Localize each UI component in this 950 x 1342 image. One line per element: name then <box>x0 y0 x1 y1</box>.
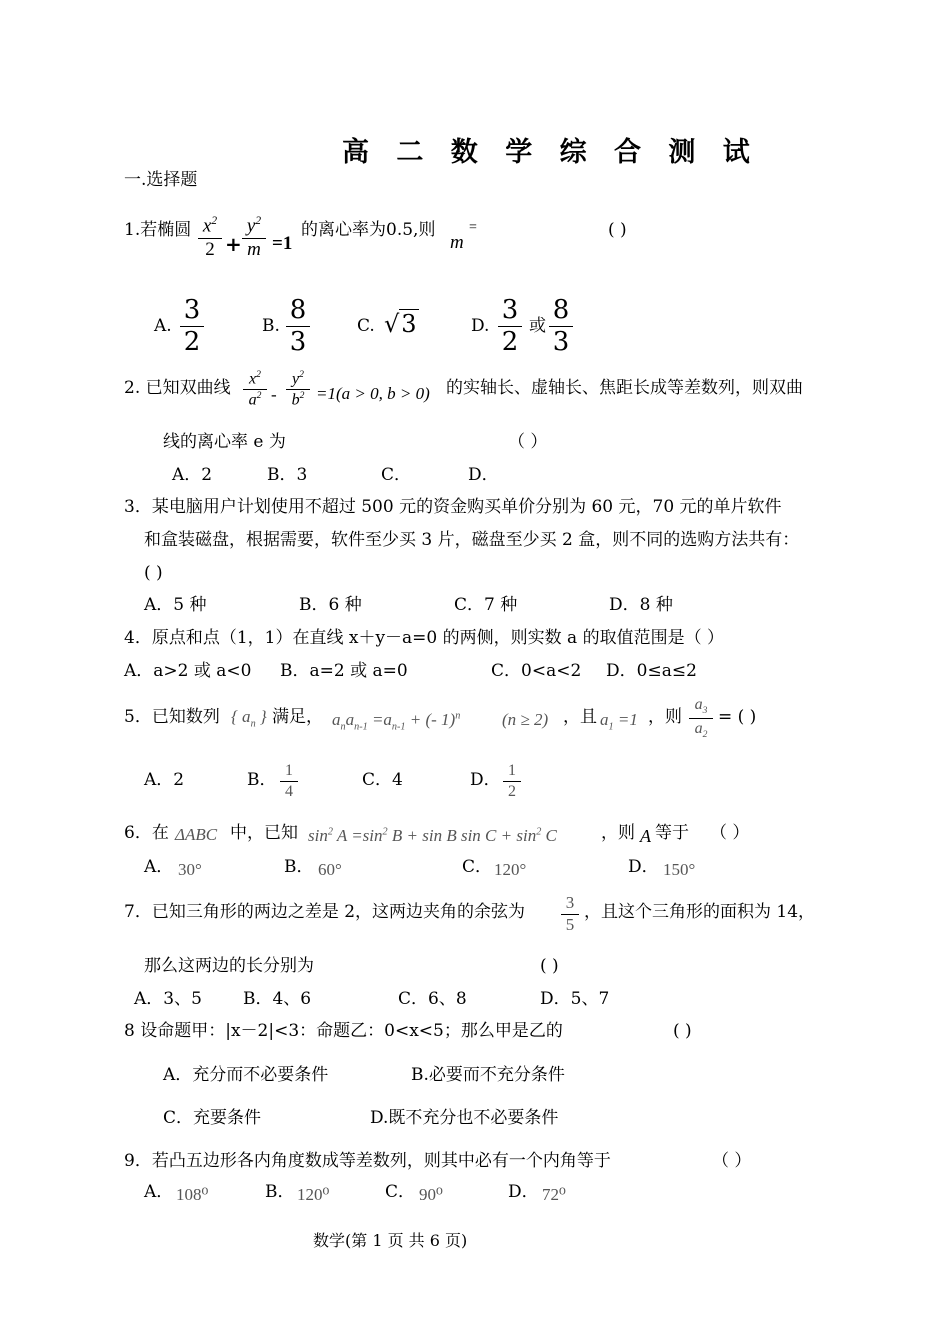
q6-mid: 中，已知 <box>230 823 298 843</box>
q9-opt-d: D． <box>508 1182 539 1202</box>
q6-opt-b: B． <box>284 857 314 877</box>
q8-opt-b: B.必要而不充分条件 <box>411 1065 565 1085</box>
q9-opt-b: B． <box>265 1182 295 1202</box>
q5-ratio: $a_3$ $a_2$ <box>689 696 713 740</box>
q4-opt-a: A．a>2 或 a<0 <box>124 661 252 681</box>
q7-opt-a: A．3、5 <box>134 989 202 1009</box>
q1-eq: = <box>469 220 477 235</box>
q5-opt-d: D． <box>470 770 501 790</box>
q4-line1: 4．原点和点（1，1）在直线 x＋y－a=0 的两侧，则实数 a 的取值范围是（ ） <box>124 628 724 648</box>
q6-after: ，则 <box>601 823 635 843</box>
q7-line2: 那么这两边的长分别为 <box>144 956 314 976</box>
q6-after2: 等于 <box>655 823 689 843</box>
q5-stem: 5．已知数列 <box>124 707 220 727</box>
q6-opt-a-value: 30° <box>178 860 202 879</box>
q3-opt-a: A．5 种 <box>144 595 207 615</box>
q1-a-frac: 3 2 <box>180 296 204 356</box>
q1-frac-x: $x^2$ 2 <box>198 215 222 261</box>
q5-opt-a: A．2 <box>144 770 185 790</box>
q1-opt-c: C. <box>357 316 375 336</box>
q1-plus: + <box>225 232 242 256</box>
q5-b-frac: 1 4 <box>280 762 298 800</box>
q2-after: 的实轴长、虚轴长、焦距长成等差数列，则双曲 <box>446 378 803 398</box>
q3-opt-b: B．6 种 <box>299 595 362 615</box>
q9-opt-c: C． <box>385 1182 416 1202</box>
q1-paren: ( ) <box>608 220 627 240</box>
q7-cos-frac: 3 5 <box>561 894 579 934</box>
q1-equals-one: =1 <box>272 233 293 254</box>
q5-mid: 满足， <box>272 707 323 727</box>
q5-opt-b: B． <box>247 770 277 790</box>
q6-abc: ΔABC <box>175 825 218 844</box>
q5-paren: = ( ) <box>718 707 757 727</box>
q5-cond: (n ≥ 2) <box>502 710 549 729</box>
q1-after: 的离心率为0.5,则 <box>301 220 436 240</box>
q2-opt-d: D． <box>468 465 499 485</box>
q7-line1b: ，且这个三角形的面积为 14， <box>584 902 816 922</box>
q1-b-frac: 8 3 <box>286 296 310 356</box>
q5-a1: $a_1 =1$ <box>600 710 638 733</box>
q8-paren: ( ) <box>673 1021 692 1041</box>
q2-cond: =1(a > 0, b > 0) <box>316 384 430 403</box>
q3-paren: ( ) <box>144 563 163 583</box>
page-footer: 数学(第 1 页 共 6 页) <box>313 1231 468 1250</box>
q7-paren: ( ) <box>540 956 559 976</box>
q7-opt-d: D．5、7 <box>540 989 610 1009</box>
q1-d-frac1: 3 2 <box>498 296 522 356</box>
q6-opt-d: D． <box>628 857 659 877</box>
q9-opt-c-value: 90⁰ <box>419 1185 443 1204</box>
q9-opt-a-value: 108⁰ <box>176 1185 209 1204</box>
q2-opt-b: B．3 <box>267 465 308 485</box>
q2-opt-c: C． <box>381 465 412 485</box>
q2-frac-y: $y^2$ $b^2$ <box>286 370 310 409</box>
q9-opt-a: A． <box>144 1182 174 1202</box>
q1-stem: 1.若椭圆 <box>124 220 192 240</box>
q1-frac-y: $y^2$ m <box>242 215 266 261</box>
q3-line1: 3．某电脑用户计划使用不超过 500 元的资金购买单价分别为 60 元，70 元的单片软件 <box>124 497 782 517</box>
q3-opt-d: D．8 种 <box>609 595 673 615</box>
q6-paren: （ ） <box>710 823 750 843</box>
q6-opt-c-value: 120° <box>494 860 527 879</box>
q5-d-frac: 1 2 <box>503 762 521 800</box>
q6-equation: $\sin^2 A =\sin^2$ B + sin B $\sin C + \sin^2 C$ <box>308 826 557 845</box>
q6-var: A <box>640 826 651 846</box>
q4-opt-b: B．a=2 或 a=0 <box>280 661 408 681</box>
q7-opt-b: B．4、6 <box>243 989 312 1009</box>
q6-opt-a: A． <box>144 857 174 877</box>
q6-opt-d-value: 150° <box>663 860 696 879</box>
q2-minus: - <box>271 385 277 404</box>
q8-line1: 8 设命题甲：|x－2|<3：命题乙：0<x<5；那么甲是乙的 <box>124 1021 563 1041</box>
q1-d-frac2: 8 3 <box>549 296 573 356</box>
q2-frac-x: $x^2$ $a^2$ <box>243 370 267 409</box>
q1-c-sqrt: √3 <box>384 310 417 338</box>
q6-opt-b-value: 60° <box>318 860 342 879</box>
q3-opt-c: C．7 种 <box>454 595 518 615</box>
q1-opt-a: A. <box>154 316 172 336</box>
q2-line2: 线的离心率 e 为 <box>163 432 286 452</box>
q5-recurrence: $a_na_{n-1} =a_{n-1}$ + (- 1)$^n$ <box>332 710 461 733</box>
q4-opt-d: D．0≤a≤2 <box>606 661 697 681</box>
q1-var: m <box>450 232 464 253</box>
q2-stem: 2. 已知双曲线 <box>124 378 231 398</box>
q4-opt-c: C．0<a<2 <box>491 661 582 681</box>
q5-opt-c: C．4 <box>362 770 403 790</box>
page-title: 高 二 数 学 综 合 测 试 <box>342 137 759 168</box>
q9-line1: 9．若凸五边形各内角度数成等差数列，则其中必有一个内角等于 <box>124 1151 611 1171</box>
q8-opt-d: D.既不充分也不必要条件 <box>370 1108 559 1128</box>
q8-opt-a: A．充分而不必要条件 <box>163 1065 329 1085</box>
q5-mid3: ，则 <box>648 707 682 727</box>
q9-opt-b-value: 120⁰ <box>297 1185 330 1204</box>
q2-paren: （ ） <box>508 432 548 452</box>
q9-opt-d-value: 72⁰ <box>542 1185 566 1204</box>
q2-opt-a: A．2 <box>172 465 213 485</box>
q6-stem: 6．在 <box>124 823 169 843</box>
q6-opt-c: C． <box>462 857 493 877</box>
q1-or: 或 <box>529 316 546 336</box>
q9-paren: （ ） <box>712 1151 752 1171</box>
q8-opt-c: C．充要条件 <box>163 1108 262 1128</box>
q5-seq: { $a_n$ } <box>231 707 267 730</box>
q1-opt-b: B. <box>262 316 280 336</box>
q1-opt-d: D. <box>471 316 490 336</box>
q3-line2: 和盒装磁盘，根据需要，软件至少买 3 片，磁盘至少买 2 盒，则不同的选购方法共有： <box>144 530 800 550</box>
q7-line1a: 7．已知三角形的两边之差是 2，这两边夹角的余弦为 <box>124 902 526 922</box>
section-heading: 一.选择题 <box>124 170 198 190</box>
q7-opt-c: C．6、8 <box>398 989 467 1009</box>
q5-mid2: ，且 <box>563 707 597 727</box>
